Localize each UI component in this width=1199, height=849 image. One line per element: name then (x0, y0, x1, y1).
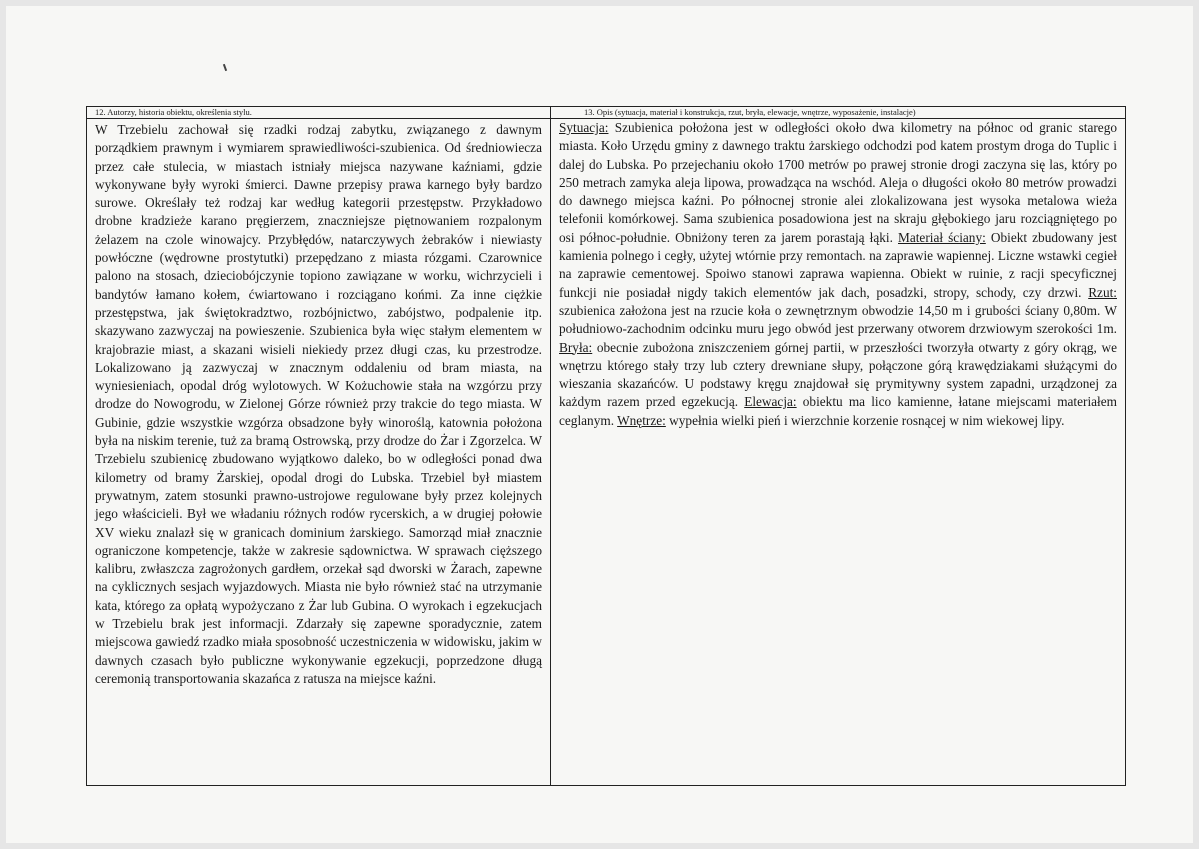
section-12-body: W Trzebielu zachował się rzadki rodzaj zabytku, związanego z dawnym porządkiem prawnym i wymiarem sprawiedliwości-szubienica. Od średniowiecza przez całe stulecia, w miastach istniały miejsca nazywane kaźniami, gdzie wykonywane były wyroki śmierci. Dawne przepisy prawa karnego były bardzo surowe. Określały też rodzaj kar według kategorii przestępstw. Przykładowo drobne kradzieże karano pręgierzem, znaczniejsze piętnowaniem rozpalonym żelazem na czole winowajcy. Przybłędów, natarczywych żebraków i niewiasty powłóczne (wędrowne prostytutki) przepędzano z miasta rózgami. Czarownice palono na stosach, dzieciobójczynie topiono zawiązane w worku, wichrzycieli i bandytów łamano kołem, ćwiartowano i rozciągano końmi. Za inne ciężkie przestępstwa, jak świętokradztwo, rozbójnictwo, zabójstwo, podpalenie itp. skazywano zazwyczaj na powieszenie. Szubienica była więc stałym elementem w krajobrazie miast, a skazani wisieli niekiedy przez długi czas, ku przestrodze. Lokalizowano ją zazwyczaj w znacznym oddaleniu od bram miasta, na wyniesieniach, opodal dróg wylotowych. W Kożuchowie stała na wzgórzu przy drodze do Nowogrodu, w Zielonej Górze również przy trakcie do tego miasta. W Gubinie, gdzie wszystkie wzgórza obsadzone były winoroślą, katownia położona była na niskim terenie, tuż za bramą Ostrowską, przy drodze do Żar i Zgorzelca. W Trzebielu szubienicę zbudowano wyjątkowo daleko, bo w odległości ponad dwa kilometry od bramy Żarskiej, opodal drogi do Lubska. Trzebiel był miastem prywatnym, zatem stosunki prawno-ustrojowe regulowane były przez kolejnych jego właścicieli. Był we władaniu różnych rodów rycerskich, a w drugiej połowie XV wieku znalazł się w granicach dominium żarskiego. Samorząd miał znacznie ograniczone kompetencje, także w zakresie sądownictwa. W sprawach cięższego kalibru, zwłaszcza zagrożonych gardłem, orzekał sąd dworski w Żarach, zapewne na cyklicznych sesjach wyjazdowych. Miasta nie było również stać na utrzymanie kata, którego za opłatą wypożyczano z Żar lub Gubina. O wyrokach i egzekucjach w Trzebielu brak jest informacji. Zdarzały się zapewne sporadycznie, zatem miejscowa gawiedź rzadko miała sposobność uczestniczenia w widowisku, jakim w dawnych czasach było publiczne wykonywanie egzekucji, poprzedzone długą ceremonią transportowania skazańca z ratusza na miejsce kaźni. (95, 122, 542, 686)
section-13 (551, 107, 1125, 785)
section-13-header: 13. Opis (sytuacja, materiał i konstrukcja, rzut, bryła, elewacje, wnętrze, wyposażenie, instalacje) (551, 107, 1125, 119)
sytuacja-label: Sytuacja: (559, 120, 609, 135)
form-table (86, 106, 1126, 786)
material-text: Obiekt zbudowany jest kamienia polnego i cegły, użytej wtórnie przy remontach. na zaprawie wapiennej. Liczne wstawki cegieł na zaprawie cementowej. Spoiwo stanowi zaprawa wapienna. Obiekt w ruinie, z racji specyficznej funkcji nie posiadał nigdy takich elementów jak dach, posadzki, stropy, schody, czy drzwi. (559, 229, 1117, 300)
sytuacja-text: Szubienica położona jest w odległości około dwa kilometry na północ od granic starego miasta. Koło Urzędu gminy z dawnego traktu żarskiego odchodzi pod katem prostym droga do Tuplic i dalej do Lubska. Po przejechaniu około 1700 metrów po prawej stronie drogi zaczyna się las, który po 250 metrach zamyka aleja lipowa, prowadząca na wschód. Aleja o długości około 80 metrów prowadzi do dawnego miejsca kaźni. Po północnej stronie alei zlokalizowana jest wysoka metalowa wieża telefonii komórkowej. Sama szubienica posadowiona jest na skraju głębokiego jaru rozciągniętego po osi północ-południe. Obniżony teren za jarem porastają łąki. (559, 120, 1117, 245)
section-12 (87, 107, 551, 785)
bryla-text: obecnie zubożona zniszczeniem górnej partii, w przeszłości tworzyła otwarty z góry okrąg, we wnętrzu którego stały trzy lub cztery drewniane słupy, połączone górą krawędziakami służącymi do wieszania skazańców. U podstawy kręgu znajdował się prymitywny system zapadni, urządzonej za każdym razem przed egzekucją. (559, 339, 1117, 410)
pen-mark (223, 64, 227, 71)
section-12-header: 12. Autorzy, historia obiektu, określenia stylu. (87, 107, 550, 119)
wnetrze-text: wypełnia wielki pień i wierzchnie korzenie rosnącej w nim wiekowej lipy. (665, 412, 1065, 428)
elewacja-label: Elewacja: (744, 394, 797, 410)
bryla-label: Bryła: (559, 339, 593, 355)
scanned-page (6, 6, 1193, 843)
rzut-text: szubienica założona jest na rzucie koła o zewnętrznym obwodzie 14,50 m i grubości ściany 0,80m. W południowo-zachodnim odcinku muru jego obwód jest przerwany otworem drzwiowym szerokości 1m. (559, 302, 1117, 337)
section-13-body (551, 119, 1125, 430)
material-label: Materiał ściany: (898, 229, 986, 245)
rzut-label: Rzut: (1088, 284, 1117, 300)
elewacja-text: obiektu ma lico kamienne, łatane miejscami materiałem ceglanym. (559, 394, 1117, 428)
wnetrze-label: Wnętrze: (617, 412, 666, 428)
